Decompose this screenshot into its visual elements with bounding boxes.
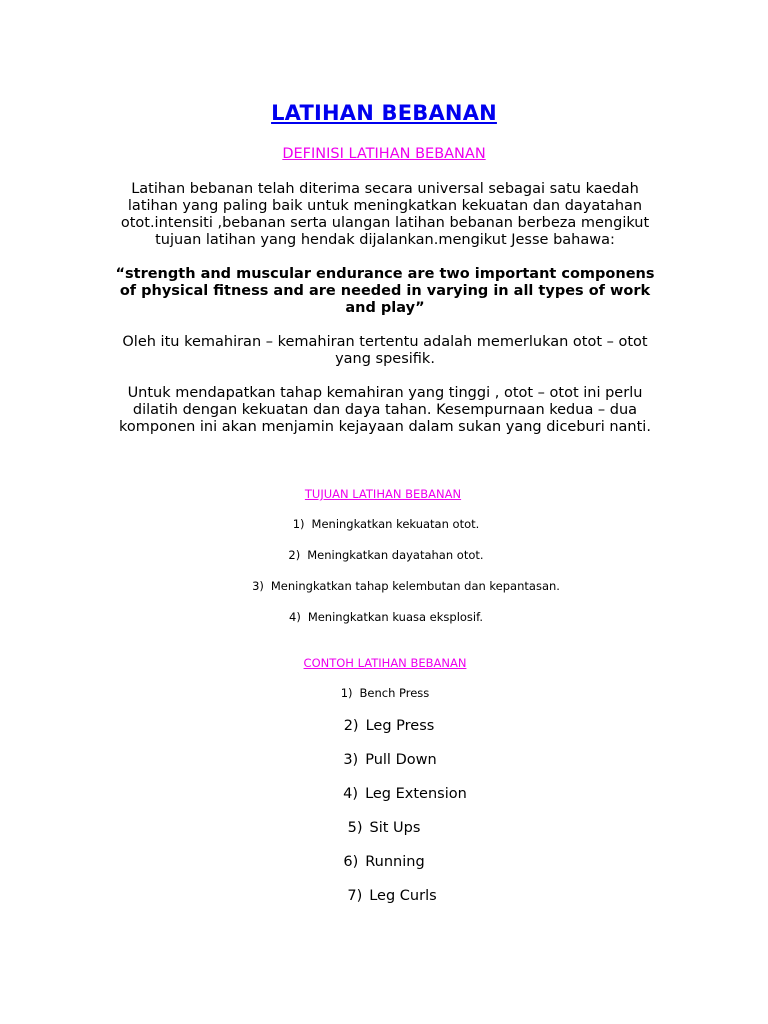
- list-item-text: Sit Ups: [369, 820, 421, 836]
- list-item-text: Bench Press: [359, 686, 430, 700]
- list-item-text: Leg Extension: [365, 786, 467, 802]
- list-item-number: 3): [343, 752, 359, 768]
- document-title: LATIHAN BEBANAN: [271, 101, 497, 125]
- list-item: [6, 752, 768, 768]
- list-item: [1, 686, 768, 700]
- list-item-text: Meningkatkan dayatahan otot.: [307, 548, 484, 562]
- skill-line: yang spesifik.: [335, 351, 435, 367]
- list-item: [5, 718, 768, 734]
- list-item-number: 6): [343, 854, 359, 870]
- list-item: [8, 888, 768, 904]
- list-item-number: 1): [340, 686, 353, 700]
- quote-line: and play”: [345, 300, 425, 316]
- list-item: [2, 610, 768, 624]
- list-item-number: 2): [343, 718, 359, 734]
- intro-line: tujuan latihan yang hendak dijalankan.mengikut Jesse bahawa:: [155, 232, 615, 248]
- achievement-paragraph: [80, 385, 690, 436]
- contoh-heading: CONTOH LATIHAN BEBANAN: [303, 656, 467, 670]
- list-item-number: 4): [289, 610, 301, 624]
- list-item-number: 4): [343, 786, 359, 802]
- quote-line: “strength and muscular endurance are two important componens: [115, 266, 655, 282]
- list-item: [2, 548, 768, 562]
- list-item: [2, 517, 768, 531]
- achievement-line: komponen ini akan menjamin kejayaan dalam sukan yang diceburi nanti.: [119, 419, 651, 435]
- definition-heading: DEFINISI LATIHAN BEBANAN: [282, 146, 486, 162]
- skill-line: Oleh itu kemahiran – kemahiran tertentu adalah memerlukan otot – otot: [122, 334, 648, 350]
- list-item-text: Leg Press: [365, 718, 435, 734]
- list-item: [21, 786, 768, 802]
- list-item: [0, 854, 768, 870]
- list-item-number: 2): [288, 548, 301, 562]
- list-item: [0, 820, 768, 836]
- intro-paragraph: [80, 181, 690, 249]
- list-item-number: 1): [292, 517, 305, 531]
- list-item-text: Leg Curls: [369, 888, 437, 904]
- achievement-line: dilatih dengan kekuatan dan daya tahan. Kesempurnaan kedua – dua: [132, 402, 638, 418]
- list-item-number: 7): [347, 888, 363, 904]
- achievement-line: Untuk mendapatkan tahap kemahiran yang tinggi , otot – otot ini perlu: [127, 385, 643, 401]
- list-item-text: Meningkatkan tahap kelembutan dan kepantasan.: [270, 579, 560, 593]
- list-item-number: 5): [347, 820, 363, 836]
- intro-line: otot.intensiti ,bebanan serta ulangan latihan bebanan berbeza mengikut: [120, 215, 650, 231]
- list-item-text: Pull Down: [365, 752, 437, 768]
- tujuan-heading: TUJUAN LATIHAN BEBANAN: [304, 487, 462, 501]
- quote-paragraph: [75, 266, 695, 317]
- list-item-number: 3): [252, 579, 264, 593]
- list-item-text: Meningkatkan kuasa eksplosif.: [307, 610, 483, 624]
- skill-paragraph: [80, 334, 690, 368]
- list-item-text: Running: [365, 854, 425, 870]
- intro-line: latihan yang paling baik untuk meningkatkan kekuatan dan dayatahan: [127, 198, 643, 214]
- quote-line: of physical fitness and are needed in varying in all types of work: [119, 283, 651, 299]
- intro-line: Latihan bebanan telah diterima secara universal sebagai satu kaedah: [131, 181, 639, 197]
- list-item: [22, 579, 768, 593]
- list-item-text: Meningkatkan kekuatan otot.: [311, 517, 480, 531]
